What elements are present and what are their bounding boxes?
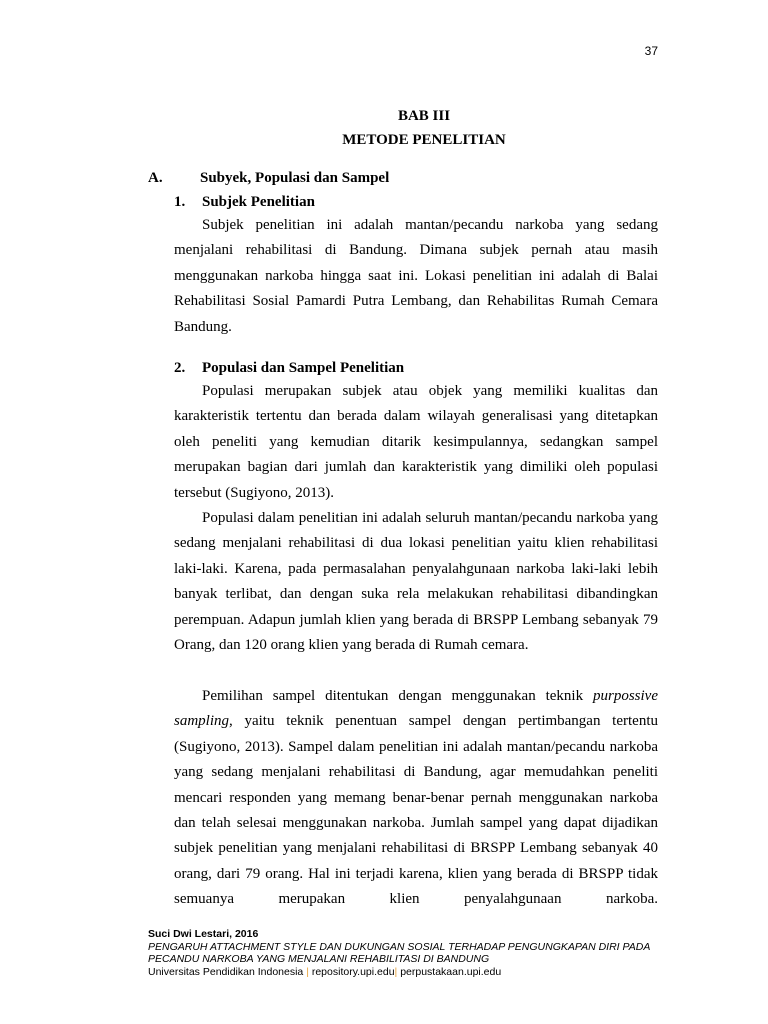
footer-author: Suci Dwi Lestari, 2016: [148, 928, 259, 940]
footer-title-line-2: PECANDU NARKOBA YANG MENJALANI REHABILITASI DI BANDUNG: [148, 953, 490, 965]
subsection-1-number: 1.: [174, 194, 186, 210]
chapter-label: BAB III: [397, 108, 451, 124]
footer-library-link[interactable]: perpustakaan.upi.edu: [400, 965, 502, 978]
subsection-2-paragraph-1: Populasi merupakan subjek atau objek yang memiliki kualitas dan karakteristik tertentu dan berada dalam wilayah generalisasi yang ditetapkan oleh peneliti yang kemudian ditarik kesimpulannya, sedangkan sampel merupakan bagian dari jumlah dan karakteristik yang dimiliki oleh populasi tersebut (Sugiyono, 2013).: [174, 383, 658, 501]
section-a-letter: A.: [148, 170, 163, 186]
subsection-2-paragraph-3: [174, 684, 658, 913]
footer-university: Universitas Pendidikan Indonesia: [148, 965, 304, 978]
paragraph-3-rest: , yaitu teknik penentuan sampel dengan pertimbangan tertentu (Sugiyono, 2013). Sampel dalam penelitian ini adalah mantan/pecandu narkoba yang sedang menjalani rehabilitasi di Bandung, agar memudahkan peneliti mencari responden yang memang benar-benar pernah menggunakan narkoba dan telah selesai menggunakan narkoba. Jumlah sampel yang dapat dijadikan subjek penelitian yang menjalani rehabilitasi di BRSPP Lembang sebanyak 40 orang, dari 79 orang. Hal ini terjadi karena, klien yang berada di BRSPP tidak semuanya merupakan klien penyalahgunaan narkoba.: [174, 713, 658, 908]
chapter-heading: [0, 104, 768, 152]
subsection-1-title: Subjek Penelitian: [202, 194, 315, 210]
subsection-2-paragraph-2: Populasi dalam penelitian ini adalah seluruh mantan/pecandu narkoba yang sedang menjalani rehabilitasi di dua lokasi penelitian yaitu klien rehabilitasi laki-laki. Karena, pada permasalahan penyalahgunaan narkoba laki-laki lebih banyak terlibat, dan dengan suka rela melakukan rehabilitasi dibandingkan perempuan. Adapun jumlah klien yang berada di BRSPP Lembang sebanyak 79 Orang, dan 120 orang klien yang berada di Rumah cemara.: [174, 510, 658, 654]
paragraph-3-start: Pemilihan sampel ditentukan dengan menggunakan teknik: [202, 688, 593, 704]
footer-links: [148, 966, 668, 979]
page-footer: [148, 928, 668, 978]
footer-title-line-1: PENGARUH ATTACHMENT STYLE DAN DUKUNGAN SOSIAL TERHADAP PENGUNGKAPAN DIRI PADA: [148, 940, 651, 953]
section-a-heading: [148, 166, 389, 190]
subsection-1-paragraph: Subjek penelitian ini adalah mantan/pecandu narkoba yang sedang menjalani rehabilitasi di Bandung. Dimana subjek pernah atau masih menggunakan narkoba hingga saat ini. Lokasi penelitian ini adalah di Balai Rehabilitasi Sosial Pamardi Putra Lembang, dan Rehabilitas Rumah Cemara Bandung.: [174, 217, 658, 335]
footer-separator-2: |: [394, 965, 398, 978]
page-number: 37: [644, 44, 658, 58]
section-a-title: Subyek, Populasi dan Sampel: [200, 170, 390, 186]
subsection-1-heading: [174, 190, 315, 214]
paragraph-3-term: purpossive sampling: [174, 688, 658, 730]
footer-repository-link[interactable]: repository.upi.edu: [311, 965, 395, 978]
subsection-2-number: 2.: [174, 360, 186, 376]
footer-separator-1: |: [306, 965, 309, 978]
subsection-2-heading: [174, 356, 404, 380]
chapter-title: METODE PENELITIAN: [342, 132, 506, 148]
subsection-2-title: Populasi dan Sampel Penelitian: [202, 360, 405, 376]
